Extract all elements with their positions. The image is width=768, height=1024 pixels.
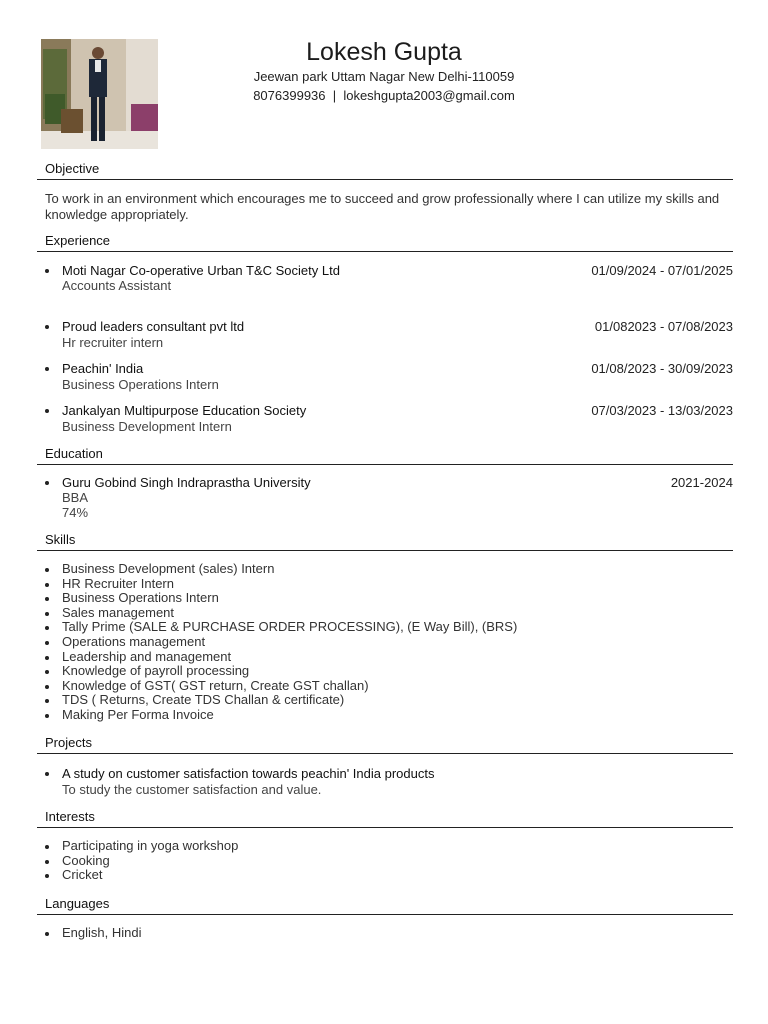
education-heading: Education [45, 446, 103, 461]
projects-heading: Projects [45, 735, 92, 750]
bullet-icon [45, 932, 49, 936]
company-name: Proud leaders consultant pvt ltd [62, 319, 245, 334]
languages-heading: Languages [45, 896, 110, 911]
section-divider [37, 914, 733, 915]
languages-list [45, 926, 733, 941]
address: Jeewan park Uttam Nagar New Delhi-110059 [253, 69, 515, 84]
job-dates: 01/08/2023 - 30/09/2023 [591, 361, 733, 376]
skill-item: Operations management [45, 635, 733, 650]
bullet-icon [45, 656, 49, 660]
bullet-icon [45, 626, 49, 630]
bullet-icon [45, 597, 49, 601]
bullet-icon [45, 860, 49, 864]
skill-item: Knowledge of payroll processing [45, 664, 733, 679]
job-role: Business Operations Intern [62, 377, 219, 392]
bullet-icon [45, 409, 49, 413]
job-dates: 07/03/2023 - 13/03/2023 [591, 403, 733, 418]
bullet-icon [45, 269, 49, 273]
skill-item: Sales management [45, 606, 733, 621]
bullet-icon [45, 612, 49, 616]
language-item: English, Hindi [45, 926, 733, 941]
skills-list [45, 562, 733, 723]
candidate-name: Lokesh Gupta [306, 38, 462, 66]
section-divider [37, 550, 733, 551]
project-description: To study the customer satisfaction and value. [62, 782, 322, 797]
interest-item: Participating in yoga workshop [45, 839, 733, 854]
job-dates: 01/09/2024 - 07/01/2025 [591, 263, 733, 278]
bullet-icon [45, 874, 49, 878]
section-divider [37, 179, 733, 180]
job-role: Business Development Intern [62, 419, 232, 434]
institution-name: Guru Gobind Singh Indraprastha University [62, 475, 311, 490]
skill-item: TDS ( Returns, Create TDS Challan & certificate) [45, 693, 733, 708]
contact-info: 8076399936 | lokeshgupta2003@gmail.com [253, 88, 515, 103]
section-divider [37, 251, 733, 252]
skill-item: Knowledge of GST( GST return, Create GST challan) [45, 679, 733, 694]
skill-item: HR Recruiter Intern [45, 577, 733, 592]
experience-heading: Experience [45, 233, 111, 248]
interest-item: Cooking [45, 854, 733, 869]
bullet-icon [45, 685, 49, 689]
skill-item: Making Per Forma Invoice [45, 708, 733, 723]
bullet-icon [45, 583, 49, 587]
project-title: A study on customer satisfaction towards peachin' India products [62, 766, 435, 781]
company-name: Peachin' India [62, 361, 144, 376]
skill-item: Business Development (sales) Intern [45, 562, 733, 577]
interest-item: Cricket [45, 868, 733, 883]
section-divider [37, 827, 733, 828]
job-role: Hr recruiter intern [62, 335, 164, 350]
score: 74% [62, 505, 89, 520]
bullet-icon [45, 641, 49, 645]
objective-text: To work in an environment which encourages me to succeed and grow professionally where I can utilize my skills and knowledge appropriately. [45, 191, 720, 222]
bullet-icon [45, 845, 49, 849]
bullet-icon [45, 670, 49, 674]
bullet-icon [45, 568, 49, 572]
bullet-icon [45, 714, 49, 718]
bullet-icon [45, 367, 49, 371]
section-divider [37, 464, 733, 465]
skill-item: Business Operations Intern [45, 591, 733, 606]
bullet-icon [45, 325, 49, 329]
skill-item: Tally Prime (SALE & PURCHASE ORDER PROCESSING), (E Way Bill), (BRS) [45, 620, 733, 635]
company-name: Moti Nagar Co-operative Urban T&C Society Ltd [62, 263, 340, 278]
job-dates: 01/082023 - 07/08/2023 [594, 319, 733, 334]
company-name: Jankalyan Multipurpose Education Society [62, 403, 307, 418]
interests-heading: Interests [45, 809, 95, 824]
bullet-icon [45, 481, 49, 485]
degree: BBA [62, 490, 89, 505]
skills-heading: Skills [45, 532, 76, 547]
section-divider [37, 753, 733, 754]
education-dates: 2021-2024 [670, 475, 733, 490]
job-role: Accounts Assistant [62, 278, 172, 293]
interests-list [45, 839, 733, 883]
bullet-icon [45, 699, 49, 703]
bullet-icon [45, 772, 49, 776]
objective-heading: Objective [45, 161, 100, 176]
skill-item: Leadership and management [45, 650, 733, 665]
